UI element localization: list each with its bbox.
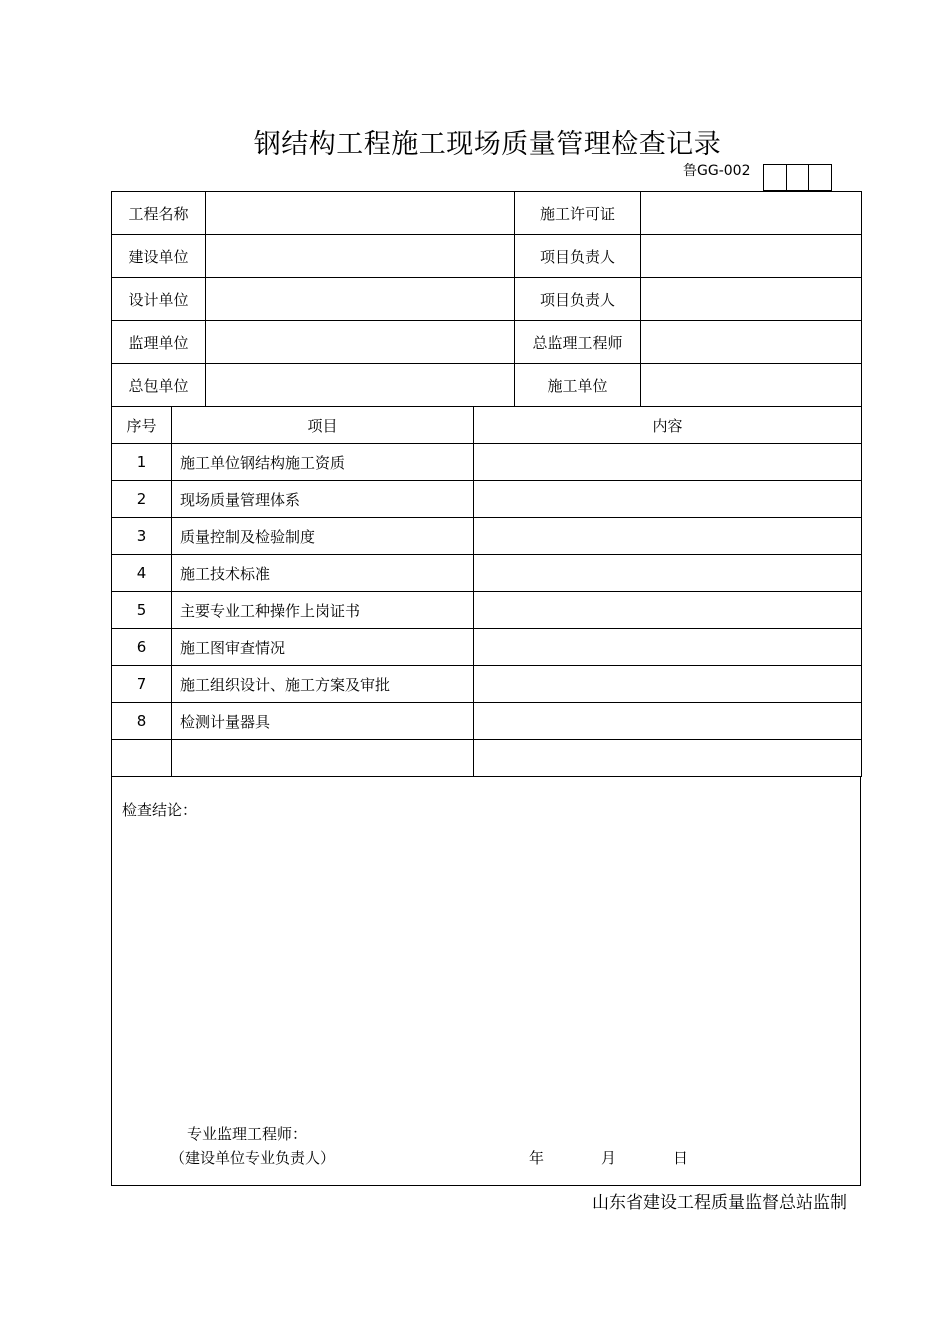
info-right-label: 总监理工程师 <box>515 321 641 364</box>
project-info-table <box>111 191 862 407</box>
info-right-label: 项目负责人 <box>515 235 641 278</box>
items-header-row <box>112 407 862 444</box>
code-boxes <box>763 164 832 191</box>
info-row <box>112 321 862 364</box>
owner-label: （建设单位专业负责人） <box>170 1149 336 1167</box>
item-no: 5 <box>112 592 172 629</box>
code-box[interactable] <box>764 165 786 190</box>
info-left-value[interactable] <box>206 321 515 364</box>
code-box[interactable] <box>786 165 809 190</box>
item-no: 4 <box>112 555 172 592</box>
header-no: 序号 <box>112 407 172 444</box>
item-no: 3 <box>112 518 172 555</box>
info-row <box>112 235 862 278</box>
item-name: 主要专业工种操作上岗证书 <box>172 592 474 629</box>
item-content[interactable] <box>474 740 862 777</box>
info-left-value[interactable] <box>206 235 515 278</box>
conclusion-box[interactable] <box>111 776 861 1186</box>
item-content[interactable] <box>474 703 862 740</box>
conclusion-label: 检查结论： <box>122 801 198 819</box>
item-row <box>112 481 862 518</box>
item-name: 检测计量器具 <box>172 703 474 740</box>
info-right-value[interactable] <box>641 364 862 407</box>
item-name: 施工技术标准 <box>172 555 474 592</box>
info-left-label: 总包单位 <box>112 364 206 407</box>
item-no: 1 <box>112 444 172 481</box>
header-content: 内容 <box>474 407 862 444</box>
year-label: 年 <box>529 1149 545 1167</box>
item-content[interactable] <box>474 555 862 592</box>
item-content[interactable] <box>474 592 862 629</box>
info-left-label: 监理单位 <box>112 321 206 364</box>
info-right-label: 项目负责人 <box>515 278 641 321</box>
item-content[interactable] <box>474 444 862 481</box>
form-code: 鲁GG-002 <box>683 163 751 179</box>
header-item: 项目 <box>172 407 474 444</box>
item-row <box>112 444 862 481</box>
info-left-value[interactable] <box>206 364 515 407</box>
item-name: 施工图审查情况 <box>172 629 474 666</box>
form-title: 钢结构工程施工现场质量管理检查记录 <box>253 129 722 160</box>
info-right-label: 施工单位 <box>515 364 641 407</box>
item-name: 施工组织设计、施工方案及审批 <box>172 666 474 703</box>
check-items-table <box>111 406 862 777</box>
info-right-value[interactable] <box>641 278 862 321</box>
month-label: 月 <box>601 1149 617 1167</box>
code-box[interactable] <box>808 165 831 190</box>
item-content[interactable] <box>474 629 862 666</box>
info-row <box>112 192 862 235</box>
item-row <box>112 555 862 592</box>
item-row <box>112 518 862 555</box>
item-no: 6 <box>112 629 172 666</box>
item-no: 2 <box>112 481 172 518</box>
item-no: 8 <box>112 703 172 740</box>
item-name: 质量控制及检验制度 <box>172 518 474 555</box>
item-content[interactable] <box>474 481 862 518</box>
item-row <box>112 740 862 777</box>
item-name: 现场质量管理体系 <box>172 481 474 518</box>
info-left-value[interactable] <box>206 192 515 235</box>
item-row <box>112 592 862 629</box>
item-name <box>172 740 474 777</box>
item-no <box>112 740 172 777</box>
info-left-label: 建设单位 <box>112 235 206 278</box>
info-row <box>112 364 862 407</box>
day-label: 日 <box>673 1149 689 1167</box>
footer-issuer: 山东省建设工程质量监督总站监制 <box>592 1193 847 1213</box>
item-row <box>112 703 862 740</box>
item-content[interactable] <box>474 518 862 555</box>
info-left-value[interactable] <box>206 278 515 321</box>
info-left-label: 工程名称 <box>112 192 206 235</box>
item-name: 施工单位钢结构施工资质 <box>172 444 474 481</box>
info-row <box>112 278 862 321</box>
item-row <box>112 629 862 666</box>
info-right-label: 施工许可证 <box>515 192 641 235</box>
item-no: 7 <box>112 666 172 703</box>
info-right-value[interactable] <box>641 235 862 278</box>
info-right-value[interactable] <box>641 321 862 364</box>
supervisor-label: 专业监理工程师： <box>187 1125 308 1143</box>
info-right-value[interactable] <box>641 192 862 235</box>
item-content[interactable] <box>474 666 862 703</box>
item-row <box>112 666 862 703</box>
info-left-label: 设计单位 <box>112 278 206 321</box>
